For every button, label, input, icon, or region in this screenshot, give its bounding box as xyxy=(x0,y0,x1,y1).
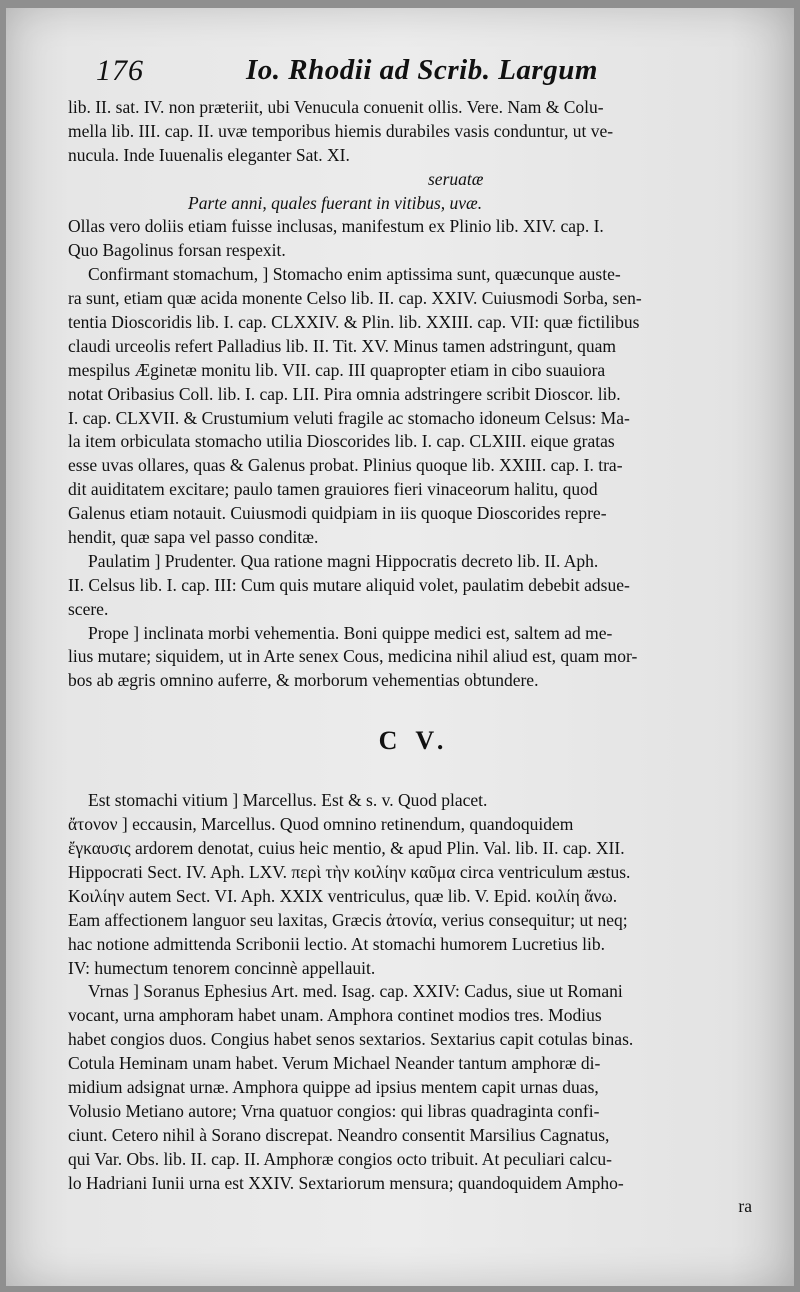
text-line: Confirmant stomachum, ] Stomacho enim aptissima sunt, quæcunque auste- xyxy=(88,264,621,285)
text-line: qui Var. Obs. lib. II. cap. II. Amphoræ congios octo tribuit. At peculiari calcu- xyxy=(68,1148,613,1169)
section-heading: C V. xyxy=(378,726,450,756)
text-line: hac notione admittenda Scribonii lectio. At stomachi humorem Lucretius lib. xyxy=(68,933,606,954)
text-line: IV: humectum tenorem concinnè appellauit. xyxy=(68,957,376,978)
text-line: Eam affectionem languor seu laxitas, Græcis ἀτονία, verius consequitur; ut neq; xyxy=(68,909,628,930)
text-line: lo Hadriani Iunii urna est XXIV. Sextariorum mensura; quandoquidem Ampho- xyxy=(68,1172,624,1193)
text-line: habet congios duos. Congius habet senos sextarios. Sextarius capit cotulas binas. xyxy=(68,1029,634,1050)
text-line: Hippocrati Sect. IV. Aph. LXV. περὶ τὴν κοιλίην καῦμα circa ventriculum æstus. xyxy=(68,861,631,882)
text-line: scere. xyxy=(68,598,109,619)
verse-line: Parte anni, quales fuerant in vitibus, uvæ. xyxy=(188,192,483,213)
text-line: esse uvas ollares, quas & Galenus probat. Plinius quoque lib. XXIII. cap. I. tra- xyxy=(68,455,623,476)
main-text xyxy=(68,96,760,1219)
text-line: midium adsignat urnæ. Amphora quippe ad ipsius mentem capit urnas duas, xyxy=(68,1076,599,1097)
catchword: ra xyxy=(738,1196,752,1217)
text-line: mespilus Æginetæ monitu lib. VII. cap. III quapropter etiam in cibo suauiora xyxy=(68,359,606,380)
text-line: I. cap. CLXVII. & Crustumium veluti fragile ac stomacho idoneum Celsus: Ma- xyxy=(68,407,630,428)
text-line: lib. II. sat. IV. non præteriit, ubi Venucula conuenit ollis. Vere. Nam & Colu- xyxy=(68,97,604,117)
text-line: ra sunt, etiam quæ acida monente Celso lib. II. cap. XXIV. Cuiusmodi Sorba, sen- xyxy=(68,288,642,309)
text-line: Ollas vero doliis etiam fuisse inclusas, manifestum ex Plinio lib. XIV. cap. I. xyxy=(68,216,604,237)
text-line: ἄτονον ] eccausin, Marcellus. Quod omnino retinendum, quandoquidem xyxy=(68,814,574,835)
text-line: dit auiditatem excitare; paulo tamen grauiores fieri vinaceorum halitu, quod xyxy=(68,479,598,500)
text-line: Est stomachi vitium ] Marcellus. Est & s. v. Quod placet. xyxy=(88,790,488,811)
text-line: Cotula Heminam unam habet. Verum Michael Neander tantum amphoræ di- xyxy=(68,1053,601,1074)
text-line: vocant, urna amphoram habet unam. Amphora continet modios tres. Modius xyxy=(68,1005,602,1026)
text-line: Prope ] inclinata morbi vehementia. Boni quippe medici est, saltem ad me- xyxy=(88,622,613,643)
verse-line: seruatæ xyxy=(428,168,484,189)
text-line: Κοιλίην autem Sect. VI. Aph. XXIX ventriculus, quæ lib. V. Epid. κοιλίη ἄνω. xyxy=(68,885,618,906)
text-line: Quo Bagolinus forsan respexit. xyxy=(68,240,286,261)
text-line: ἔγκαυσις ardorem denotat, cuius heic mentio, & apud Plin. Val. lib. II. cap. XII. xyxy=(68,838,625,859)
text-line: la item orbiculata stomacho utilia Dioscorides lib. I. cap. CLXIII. eique gratas xyxy=(68,431,615,452)
text-line: lius mutare; siquidem, ut in Arte senex Cous, medicina nihil aliud est, quam mor- xyxy=(68,646,638,667)
text-line: hendit, quæ sapa vel passo conditæ. xyxy=(68,527,319,548)
book-page xyxy=(6,8,794,1286)
text-line: tentia Dioscoridis lib. I. cap. CLXXIV. & Plin. lib. XXIII. cap. VII: quæ fictilibus xyxy=(68,312,640,333)
text-line: ciunt. Cetero nihil à Sorano discrepat. Neandro consentit Marsilius Cagnatus, xyxy=(68,1124,610,1145)
text-line: mella lib. III. cap. II. uvæ temporibus hiemis durabiles vasis conduntur, ut ve- xyxy=(68,120,614,141)
text-line: bos ab ægris omnino auferre, & morborum vehementias obtundere. xyxy=(68,670,539,691)
text-line: Vrnas ] Soranus Ephesius Art. med. Isag. cap. XXIV: Cadus, siue ut Romani xyxy=(88,981,623,1002)
text-line: claudi urceolis refert Palladius lib. II. Tit. XV. Minus tamen adstringunt, quam xyxy=(68,335,616,356)
text-line: Volusio Metiano autore; Vrna quatuor congios: qui libras quadraginta confi- xyxy=(68,1100,600,1121)
text-line: notat Oribasius Coll. lib. I. cap. LII. Pira omnia adstringere scribit Dioscor. lib. xyxy=(68,383,621,404)
text-line: Paulatim ] Prudenter. Qua ratione magni Hippocratis decreto lib. II. Aph. xyxy=(88,550,599,571)
text-line: nucula. Inde Iuuenalis eleganter Sat. XI. xyxy=(68,144,350,165)
page-number: 176 xyxy=(96,54,144,87)
text-line: Galenus etiam notauit. Cuiusmodi quidpiam in iis quoque Dioscorides repre- xyxy=(68,503,607,524)
page-header xyxy=(96,54,754,98)
text-line: II. Celsus lib. I. cap. III: Cum quis mutare aliquid volet, paulatim debebit adsue- xyxy=(68,574,630,595)
running-head: Io. Rhodii ad Scrib. Largum xyxy=(246,54,598,86)
